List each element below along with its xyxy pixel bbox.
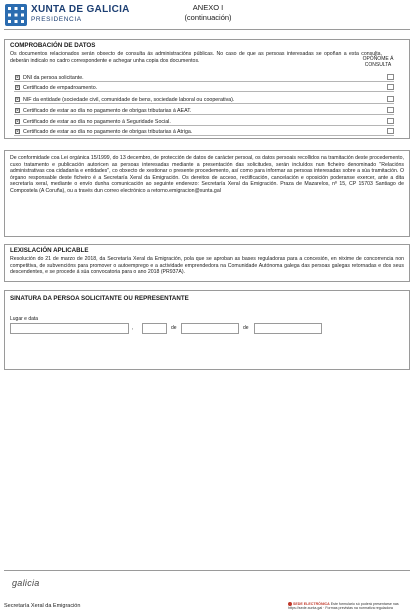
oppose-checkbox[interactable] xyxy=(387,107,394,113)
row-checkbox: × xyxy=(16,97,19,103)
privacy-section xyxy=(4,150,410,237)
consult-row xyxy=(14,96,394,104)
oppose-checkbox[interactable] xyxy=(387,74,394,80)
row-checkbox: × xyxy=(16,85,19,91)
annex-subtitle: (continuación) xyxy=(184,13,232,22)
sede-line2: https://sede.xunta.gal · Formas previstas na normativa reguladora xyxy=(288,606,393,611)
section-title: LEXISLACIÓN APLICABLE xyxy=(10,247,89,254)
oppose-checkbox[interactable] xyxy=(387,96,394,102)
consult-item-label: Certificado de empadroamento. xyxy=(23,84,98,91)
sede-brand: SEDE ELECTRÓNICA xyxy=(293,602,330,606)
consult-item-label: DNI da persoa solicitante. xyxy=(23,74,84,81)
data-check-section xyxy=(4,39,410,139)
consult-intro: Os documentos relacionados serán obxecto de consulta ás administracións públicas. No caso de que as persoas interesadas se opoñan a esta consulta, deberán indicalo no cadro correspondente e achegar unha copia dos documentos. xyxy=(10,51,382,64)
de-separator: de xyxy=(243,325,249,331)
consult-row xyxy=(14,74,394,82)
legislation-text: Resolución do 21 de marzo de 2018, da Secretaría Xeral da Emigración, pola que se aproban as bases reguladoras para a concesión, en réxime de concorrencia non competitiva, de subvencións para promover o autoemprego e a actividade emprendedora na Comunidade Autónoma galega das persoas galegas retornadas e dos seus descendentes, e se procede á súa convocatoria para o ano 2018 (PR937A). xyxy=(10,256,404,276)
oppose-checkbox[interactable] xyxy=(387,84,394,90)
privacy-text: De conformidade coa Lei orgánica 15/1999, do 13 decembro, de protección de datos de carácter persoal, os datos persoais recollidos na tramitación deste procedemento, cuxo tratamento e publicación autoricen as persoas interesadas mediante a presentación das solicitudes, serán incluídos nun ficheiro denominado "Relacións administrativas coa cidadanía e entidades", co obxecto de xestionar o presente procedemento, así como para informar as persoas interesadas sobre a súa tramitación. O órgano responsable deste ficheiro é a Secretaría Xeral da Emigración. Os dereitos de acceso, rectificación, cancelación e oposición poderanse exercer, ante a dita secretaría xeral, mediante o envío dunha comunicación ao seguinte enderezo: Secretaría Xeral da Emigración. Praza de Mazarelos, nº 15, CP 15703 Santiago de Compostela (A Coruña), ou a través dun correo electrónico a retorno.emigracion@xunta.gal xyxy=(10,155,404,194)
consult-item-label: Certificado de estar ao día no pagamento de obrigas tributarias á Atriga. xyxy=(23,128,193,135)
legislation-section xyxy=(4,244,410,282)
consult-item-label: Certificado de estar ao día no pagamento á Seguridade Social. xyxy=(23,118,171,125)
row-checkbox: × xyxy=(16,129,19,135)
oppose-column-header: OPÓÑOME Á CONSULTA xyxy=(362,56,394,68)
header-divider xyxy=(4,29,410,30)
oppose-checkbox[interactable] xyxy=(387,128,394,134)
consult-row xyxy=(14,128,394,136)
annex-title: ANEXO I xyxy=(192,3,224,12)
place-date-label: Lugar e data xyxy=(10,316,39,322)
xunta-logo xyxy=(5,4,27,26)
footer-department: Secretaría Xeral da Emigración xyxy=(4,603,81,609)
consult-item-label: NIF da entidade (sociedade civil, comunidade de bens, sociedade laboral ou cooperativa). xyxy=(23,96,235,103)
footer-sede-info xyxy=(288,602,399,611)
oppose-checkbox[interactable] xyxy=(387,118,394,124)
de-separator: de xyxy=(171,325,177,331)
consult-row xyxy=(14,84,394,92)
consult-row xyxy=(14,107,394,115)
org-name: XUNTA DE GALICIA xyxy=(31,4,130,15)
signature-section xyxy=(4,290,410,370)
comma-separator: , xyxy=(132,325,134,331)
row-checkbox: × xyxy=(16,108,19,114)
annex-heading xyxy=(160,3,256,23)
section-title: COMPROBACIÓN DE DATOS xyxy=(10,42,96,49)
sede-line1: Este formulario só poderá presentarse nas xyxy=(330,602,399,606)
row-checkbox: × xyxy=(16,75,19,81)
org-dept: PRESIDENCIA xyxy=(31,16,82,23)
consult-item-label: Certificado de estar ao día no pagamento de obrigas tributarias á AEAT. xyxy=(23,107,192,114)
day-field[interactable] xyxy=(142,323,167,334)
consult-row xyxy=(14,118,394,126)
section-title: SINATURA DA PERSOA SOLICITANTE OU REPRESENTANTE xyxy=(10,295,189,302)
year-field[interactable] xyxy=(254,323,322,334)
month-field[interactable] xyxy=(181,323,239,334)
footer-divider xyxy=(4,570,410,571)
crest-icon xyxy=(5,4,27,26)
galicia-brand-logo: galicia xyxy=(12,578,40,588)
place-field[interactable] xyxy=(10,323,129,334)
row-checkbox: × xyxy=(16,119,19,125)
